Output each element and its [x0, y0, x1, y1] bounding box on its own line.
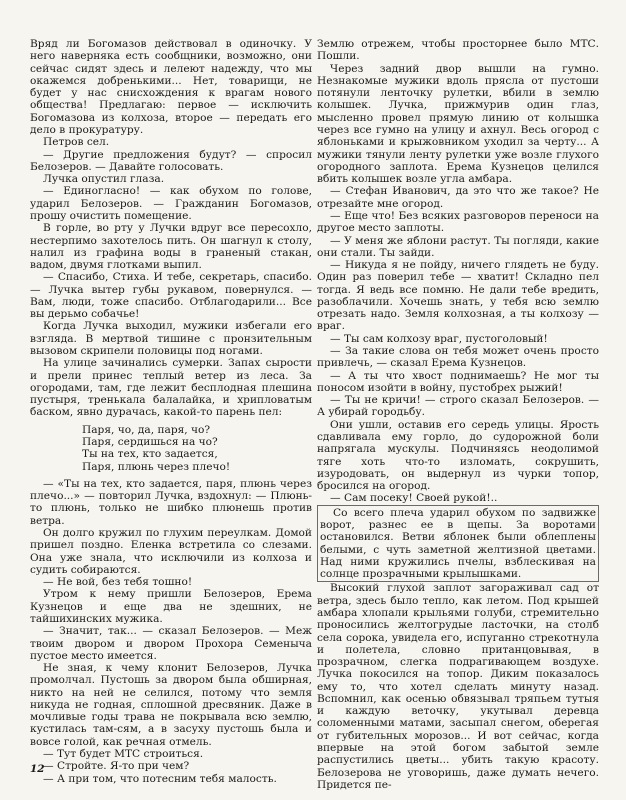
- verse-line: Паря, плюнь через плечо!: [82, 460, 231, 473]
- paragraph: Он долго кружил по глухим переулкам. Домой пришел поздно. Еленка встретила со слезами. Она уже знала, что исключили из колхоза и судить собираются.: [30, 526, 312, 576]
- paragraph: Петров сел.: [43, 136, 110, 149]
- paragraph: Землю отрежем, чтобы просторнее было МТС. Пошли.: [317, 38, 599, 63]
- paragraph: — Стефан Иванович, да это что же такое? Не отрезайте мне огород.: [317, 185, 599, 210]
- paragraph: — Сам посеку! Своей рукой!..: [330, 492, 498, 505]
- verse-line: Паря, чо, да, паря, чо?: [82, 423, 211, 436]
- paragraph: — Тут будет МТС строиться.: [43, 748, 204, 761]
- paragraph: Лучка опустил глаза.: [43, 173, 165, 186]
- paragraph: — А при том, что потесним тебя малость.: [43, 772, 277, 785]
- paragraph: Когда Лучка выходил, мужики избегали его взгляда. В мертвой тишине с пронзительным вызовом скрипели половицы под ногами.: [30, 320, 312, 358]
- paragraph: Не зная, к чему клонит Белозеров, Лучка промолчал. Пустошь за двором была обширная, никто на ней не селился, потому что земля никуда не годная, сплошной дресвяник. Даже в мочливые годы трава не покрывала всю землю, кустилась там-сям, а в засуху пустошь была и вовсе голой, как речная отмель.: [30, 662, 312, 748]
- paragraph: — Никуда я не пойду, ничего глядеть не буду. Один раз поверил тебе — хватит! Складно пел тогда. Я ведь все помню. Не дали тебе вредить, разоблачили. Хочешь знать, у тебя всю землю отрезать надо. Земля колхозная, а ты колхозу — враг.: [317, 259, 599, 333]
- paragraph: Они ушли, оставив его середь улицы. Ярость сдавливала ему горло, до судорожной боли напрягала мускулы. Подчиняясь неодолимой тяге хоть что-то изломать, сокрушить, изуродовать, он выдернул из чурки топор, бросился на огород.: [317, 418, 599, 493]
- paragraph: — Не вой, без тебя тошно!: [43, 576, 193, 589]
- paragraph: — А ты что хвост поднимаешь? Не мог ты поносом изойти в войну, пустобрех рыжий!: [317, 369, 599, 394]
- boxed-paragraph: Со всего плеча ударил обухом по задвижке ворот, разнес ее в щепы. За воротами остановился. Ветви яблонек были облеплены белыми, с чуть заметной желтизной цветами. Над ними кружились пчелы, взблескивая на солнце прозрачными крылышками.: [317, 505, 599, 583]
- paragraph: — Значит, так... — сказал Белозеров. — Меж твоим двором и двором Прохора Семеныча пустое место имеется.: [30, 625, 312, 662]
- right-column: [317, 38, 599, 791]
- verse-line: Паря, сердишься на чо?: [82, 436, 218, 448]
- song-verse: [82, 424, 312, 473]
- page-number: 12: [30, 763, 45, 775]
- paragraph: — Другие предложения будут? — спросил Белозеров. — Давайте голосовать.: [30, 148, 312, 173]
- paragraph: — Стройте. Я-то при чем?: [43, 760, 190, 773]
- verse-line: Ты на тех, кто задается,: [82, 448, 218, 461]
- paragraph: Высокий глухой заплот загораживал сад от ветра, здесь было тепло, как летом. Под крышей амбара хлопали крыльями голуби, стремительно проносились желтогрудые ласточки, на столб села сорока, увидела его, испуганно стрекотнула и полетела, словно пританцовывая, в прозрачном, слегка подрагивающем воздухе. Лучка покосился на топор. Диким показалось ему то, что хотел сделать минуту назад. Вспомнил, как осенью обвязывал тряпьем тутыя и каждую веточку, укутывал деревца соломенными матами, засыпал снегом, оберегая от губительных морозов... И вот сейчас, когда впервые на этой богом забытой земле распустились цветы... убить такую красоту. Белозерова не уговоришь, даже думать нечего. Придется пе-: [317, 582, 599, 791]
- paragraph: Вряд ли Богомазов действовал в одиночку. У него наверняка есть сообщники, возможно, они сейчас сидят здесь и лелеют надежду, что мы окажемся добренькими... Нет, товарищи, не будет у нас снисхождения к врагам нового общества! Предлагаю: первое — исключить Богомазова из колхоза, второе — передать его дело в прокуратуру.: [30, 38, 312, 136]
- paragraph: — Спасибо, Стиха. И тебе, секретарь, спасибо. — Лучка вытер губы рукавом, повернулся. — Вам, люди, тоже спасибо. Отблагодарили... Все вы дерьмо собачье!: [30, 271, 312, 321]
- left-column: [30, 38, 312, 785]
- paragraph: — Ты сам колхозу враг, пустоголовый!: [330, 332, 548, 345]
- paragraph: — У меня же яблони растут. Ты погляди, какие они стали. Ты зайди.: [317, 234, 599, 259]
- paragraph: — «Ты на тех, кто задается, паря, плюнь через плечо...» — повторил Лучка, вздохнул: — Плюнь-то плюнь, только не шибко плюнешь против ветра.: [30, 477, 312, 527]
- paragraph: Утром к нему пришли Белозеров, Ерема Кузнецов и еще два не здешних, не тайшихинских мужика.: [30, 588, 312, 625]
- paragraph: В горле, во рту у Лучки вдруг все пересохло, нестерпимо захотелось пить. Он шагнул к столу, налил из графина воды в граненый стакан, вадом, двумя глотками выпил.: [30, 222, 312, 272]
- paragraph: Через задний двор вышли на гумно. Незнакомые мужики вдоль прясла от пустоши потянули ленточку рулетки, вбили в землю колышек. Лучка, прижмурив один глаз, мысленно провел прямую линию от колышка через все гумно на улицу и ахнул. Весь огород с яблоньками и крыжовником уходил за черту... А мужики тянули ленту рулетки уже возле глухого огородного заплота. Ерема Кузнецов целился вбить колышек возле угла амбара.: [317, 62, 599, 186]
- paragraph: — Ты не кричи! — строго сказал Белозеров. — А убирай городьбу.: [317, 394, 599, 419]
- paragraph: — Единогласно! — как обухом по голове, ударил Белозеров. — Гражданин Богомазов, прошу очистить помещение.: [30, 185, 312, 222]
- paragraph: На улице зачинались сумерки. Запах сырости и прели принес теплый ветер из леса. За огородами, там, где лежит бесплодная плешина пустыря, тренькала балалайка, и хрипловатым баском, явно дурачась, какой-то парень пел:: [30, 357, 312, 419]
- paragraph: — Еще что! Без всяких разговоров переноси на другое место заплоты.: [317, 209, 599, 235]
- paragraph: — За такие слова он тебя может очень просто привлечь, — сказал Ерема Кузнецов.: [317, 345, 599, 370]
